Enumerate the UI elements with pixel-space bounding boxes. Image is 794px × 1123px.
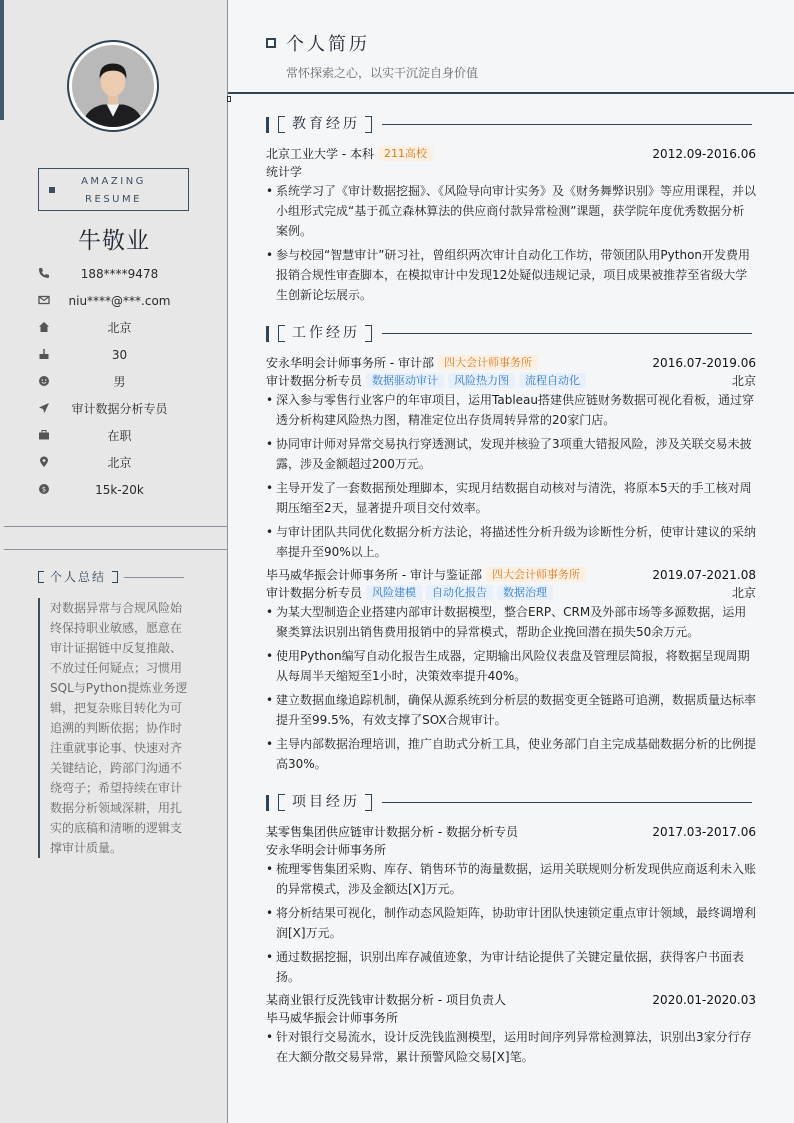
smile-icon <box>38 375 50 387</box>
contact-gender-text: 男 <box>113 375 126 389</box>
contact-position-text: 审计数据分析专员 <box>71 402 168 416</box>
contact-home <box>38 319 193 337</box>
corner-mark <box>227 96 231 102</box>
bracket-right-icon <box>365 325 372 342</box>
page-subtitle: 常怀探索之心，以实干沉淀自身价值 <box>286 66 479 80</box>
bracket-right-icon <box>112 571 118 583</box>
bracket-left-icon <box>278 325 285 342</box>
skill-tag: 风险热力图 <box>448 373 515 388</box>
sidebar-divider <box>4 526 227 527</box>
send-icon <box>38 402 50 414</box>
location-icon <box>38 456 50 468</box>
work-bullet: • 主导开发了一套数据预处理脚本，实现月结数据自动核对与清洗，将原本5天的手工核对周期压缩至2天，显著提升项目交付效率。 <box>266 478 756 518</box>
education-heading <box>266 116 756 134</box>
summary-heading <box>38 569 188 585</box>
project-bullet: • 梳理零售集团采购、库存、销售环节的海量数据，运用关联规则分析发现供应商返利未入账的异常模式，涉及金额达[X]万元。 <box>266 859 756 899</box>
work-dates: 2019.07-2021.08 <box>652 568 756 582</box>
education-dates: 2012.09-2016.06 <box>652 147 756 161</box>
contact-phone-text: 188****9478 <box>80 267 159 281</box>
company-name: 毕马威华振会计师事务所 - 审计与鉴证部 <box>266 568 482 582</box>
contact-location <box>38 454 193 472</box>
work-bullet: • 与审计团队共同优化数据分析方法论，将描述性分析升级为诊断性分析，使审计建议的采纳率提升至90%以上。 <box>266 522 756 562</box>
bracket-left-icon <box>278 794 285 811</box>
education-title: 教育经历 <box>292 116 360 132</box>
project-title-line <box>266 991 756 1009</box>
badge-square-icon <box>49 187 55 193</box>
project-bullet: • 针对银行交易流水，设计反洗钱监测模型，运用时间序列异常检测算法，识别出3家分行存在大额分散交易异常，累计预警风险交易[X]笔。 <box>266 1027 756 1067</box>
work-role-line <box>266 584 756 602</box>
work-bullet: • 深入参与零售行业客户的年审项目，运用Tableau搭建供应链财务数据可视化看板，通过穿透分析构建风险热力图，精准定位出存货周转异常的20家门店。 <box>266 390 756 430</box>
work-city: 北京 <box>731 586 756 600</box>
project-org: 安永华明会计师事务所 <box>266 843 387 857</box>
project-dates: 2020.01-2020.03 <box>652 993 756 1007</box>
education-school-line <box>266 145 756 163</box>
contact-salary-text: 15k-20k <box>95 483 144 497</box>
project-dates: 2017.03-2017.06 <box>652 825 756 839</box>
work-role-line <box>266 372 756 390</box>
summary-text: 对数据异常与合规风险始终保持职业敏感，愿意在审计证据链中反复推敲、不放过任何疑点；习惯用SQL与Python提炼业务逻辑，把复杂账目转化为可追溯的判断依据；协作时注重就事论事、快速对齐关键结论，跨部门沟通不绕弯子；希望持续在审计数据分析领域深耕，用扎实的底稿和清晰的逻辑支撑审计质量。 <box>38 598 188 858</box>
work-city: 北京 <box>731 374 756 388</box>
svg-text:$: $ <box>41 485 47 494</box>
work-bullet: • 建立数据血缘追踪机制，确保从源系统到分析层的数据变更全链路可追溯，数据质量达标率提升至99.5%，有效支撑了SOX合规审计。 <box>266 690 756 730</box>
skill-tag: 数据治理 <box>497 585 553 600</box>
contact-location-text: 北京 <box>107 456 132 470</box>
education-bullet: • 参与校园“智慧审计”研习社，曾组织两次审计自动化工作坊，带领团队用Python开发费用报销合规性审查脚本，在模拟审计中发现12处疑似违规记录，项目成果被推荐至省级大学生创新论坛展示。 <box>266 245 756 305</box>
work-dates: 2016.07-2019.06 <box>652 356 756 370</box>
company-tag: 四大会计师事务所 <box>486 567 586 582</box>
candidate-name: 牛敬业 <box>78 228 150 254</box>
company-name: 安永华明会计师事务所 - 审计部 <box>266 356 434 370</box>
money-icon <box>38 483 50 495</box>
job-role: 审计数据分析专员 <box>266 374 363 388</box>
heading-rule <box>382 333 752 334</box>
contact-status-text: 在职 <box>107 429 132 443</box>
heading-bar <box>266 326 269 342</box>
project-org-line <box>266 1009 756 1027</box>
badge-line-2: RESUME <box>85 194 142 205</box>
company-tag: 四大会计师事务所 <box>438 355 538 370</box>
work-company-line <box>266 566 756 584</box>
page-title: 个人简历 <box>286 34 370 55</box>
projects-heading <box>266 794 756 812</box>
work-company-line <box>266 354 756 372</box>
heading-bar <box>266 117 269 133</box>
sidebar-divider <box>4 549 227 550</box>
contact-email-text: niu****@***.com <box>68 294 171 308</box>
heading-rule <box>382 124 752 125</box>
skill-tag: 流程自动化 <box>519 373 586 388</box>
cake-icon <box>38 348 50 360</box>
work-bullet: • 使用Python编写自动化报告生成器，定期输出风险仪表盘及管理层简报，将数据呈现周期从每周半天缩短至1小时，决策效率提升40%。 <box>266 646 756 686</box>
education-major-line <box>266 163 756 181</box>
major: 统计学 <box>266 165 303 179</box>
contact-gender <box>38 373 193 391</box>
project-title: 某商业银行反洗钱审计数据分析 - 项目负责人 <box>266 993 506 1007</box>
avatar <box>67 40 159 132</box>
contact-home-text: 北京 <box>107 321 132 335</box>
badge-line-1: AMAZING <box>81 176 146 187</box>
project-bullet: • 通过数据挖掘，识别出库存减值迹象，为审计结论提供了关键定量依据，获得客户书面表扬。 <box>266 947 756 987</box>
work-bullet: • 主导内部数据治理培训，推广自助式分析工具，使业务部门自主完成基础数据分析的比例提高30%。 <box>266 734 756 774</box>
project-title-line <box>266 823 756 841</box>
projects-title: 项目经历 <box>292 794 360 810</box>
school-tag: 211高校 <box>378 146 433 161</box>
mail-icon <box>38 294 50 306</box>
home-icon <box>38 321 50 333</box>
work-bullet: • 协同审计师对异常交易执行穿透测试，发现并核验了3项重大错报风险，涉及关联交易未披露，涉及金额超过200万元。 <box>266 434 756 474</box>
school-name: 北京工业大学 - 本科 <box>266 147 374 161</box>
resume-badge <box>38 168 189 211</box>
project-org-line <box>266 841 756 859</box>
bracket-left-icon <box>278 116 285 133</box>
sidebar-accent-bar <box>0 0 4 120</box>
education-bullet: • 系统学习了《审计数据挖掘》、《风险导向审计实务》及《财务舞弊识别》等应用课程，并以小组形式完成“基于孤立森林算法的供应商付款异常检测”课题，获学院年度优秀数据分析案例。 <box>266 181 756 241</box>
contact-phone <box>38 265 193 283</box>
contact-salary <box>38 481 193 499</box>
job-role: 审计数据分析专员 <box>266 586 363 600</box>
resume-header <box>228 0 794 94</box>
phone-icon <box>38 267 50 279</box>
work-bullet: • 为某大型制造企业搭建内部审计数据模型，整合ERP、CRM及外部市场等多源数据，运用聚类算法识别出销售费用报销中的异常模式，帮助企业挽回潜在损失50余万元。 <box>266 602 756 642</box>
summary-title: 个人总结 <box>50 570 107 584</box>
profile-photo <box>72 45 154 127</box>
heading-bar <box>266 795 269 811</box>
sidebar <box>0 0 228 1123</box>
contact-position <box>38 400 193 418</box>
contact-email <box>38 292 193 310</box>
contact-status <box>38 427 193 445</box>
skill-tag: 风险建模 <box>366 585 422 600</box>
project-org: 毕马威华振会计师事务所 <box>266 1011 399 1025</box>
bracket-right-icon <box>365 116 372 133</box>
skill-tag: 自动化报告 <box>426 585 493 600</box>
project-title: 某零售集团供应链审计数据分析 - 数据分析专员 <box>266 825 518 839</box>
title-square-icon <box>266 38 276 48</box>
briefcase-icon <box>38 429 50 441</box>
contact-age-text: 30 <box>111 348 128 362</box>
skill-tag: 数据驱动审计 <box>366 373 444 388</box>
contact-age <box>38 346 193 364</box>
project-bullet: • 将分析结果可视化，制作动态风险矩阵，协助审计团队快速锁定重点审计领域，最终调增利润[X]万元。 <box>266 903 756 943</box>
heading-rule <box>382 802 752 803</box>
work-heading <box>266 325 756 343</box>
summary-heading-rule <box>124 577 184 578</box>
bracket-left-icon <box>38 571 44 583</box>
bracket-right-icon <box>365 794 372 811</box>
work-title: 工作经历 <box>292 325 360 341</box>
